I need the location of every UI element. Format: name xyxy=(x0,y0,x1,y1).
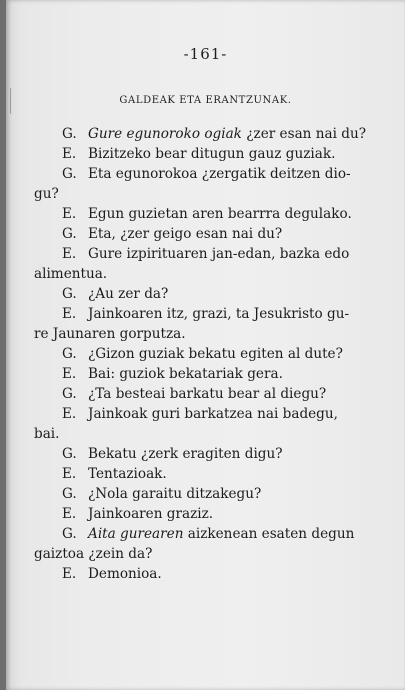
line-text: ¿zer esan nai du? xyxy=(241,126,367,142)
text-line xyxy=(62,224,282,244)
line-text: bai. xyxy=(34,426,60,442)
text-line xyxy=(62,524,354,544)
text-line-continuation xyxy=(34,324,186,344)
speaker-label: G. xyxy=(62,126,77,142)
line-text: Eta, ¿zer geigo esan nai du? xyxy=(88,226,283,242)
speaker-label: E. xyxy=(62,306,77,322)
speaker-label: E. xyxy=(62,146,77,162)
text-line-continuation xyxy=(34,424,59,444)
italic-phrase: Gure egunoroko ogiak xyxy=(88,126,242,142)
line-text: ¿Ta besteai barkatu bear al diegu? xyxy=(88,386,327,402)
line-text: ¿Gizon guziak bekatu egiten al dute? xyxy=(88,346,343,362)
speaker-label: G. xyxy=(62,386,77,402)
speaker-label: E. xyxy=(62,366,77,382)
text-line-continuation xyxy=(34,184,59,204)
line-text: Tentazioak. xyxy=(88,466,167,482)
text-line-continuation xyxy=(34,544,152,564)
line-text: gaiztoa ¿zein da? xyxy=(34,546,153,562)
line-text: alimentua. xyxy=(34,266,108,282)
line-text: ¿Au zer da? xyxy=(88,286,169,302)
line-text: Gure izpirituaren jan-edan, bazka edo xyxy=(88,246,350,262)
page-number: -161- xyxy=(183,45,228,63)
speaker-label: G. xyxy=(62,166,77,182)
line-text: Jainkoaren graziz. xyxy=(88,506,214,522)
text-line xyxy=(62,284,168,304)
speaker-label: G. xyxy=(62,346,77,362)
text-line-continuation xyxy=(34,264,107,284)
text-line xyxy=(62,484,261,504)
line-text: Bai: guziok bekatariak gera. xyxy=(88,366,283,382)
text-line xyxy=(62,144,335,164)
speaker-label: G. xyxy=(62,486,77,502)
line-text: Bekatu ¿zerk eragiten digu? xyxy=(88,446,283,462)
line-text: Eta egunorokoa ¿zergatik deitzen dio- xyxy=(88,166,351,182)
speaker-label: G. xyxy=(62,226,77,242)
text-line xyxy=(62,164,351,184)
speaker-label: E. xyxy=(62,566,77,582)
speaker-label: E. xyxy=(62,506,77,522)
text-line xyxy=(62,564,162,584)
line-text: Bizitzeko bear ditugun gauz guziak. xyxy=(88,146,336,162)
speaker-label: E. xyxy=(62,206,77,222)
line-text: Jainkoaren itz, grazi, ta Jesukristo gu- xyxy=(88,306,350,322)
text-line xyxy=(62,204,352,224)
text-line xyxy=(62,364,283,384)
speaker-label: E. xyxy=(62,406,77,422)
text-line xyxy=(62,404,338,424)
book-page xyxy=(6,0,405,690)
speaker-label: G. xyxy=(62,286,77,302)
speaker-label: G. xyxy=(62,526,77,542)
text-line xyxy=(62,344,343,364)
text-line xyxy=(62,244,349,264)
line-text: Demonioa. xyxy=(88,566,162,582)
line-text: ¿Nola garaitu ditzakegu? xyxy=(88,486,262,502)
text-line xyxy=(62,504,213,524)
text-line xyxy=(62,124,366,144)
line-text: re Jaunaren gorputza. xyxy=(34,326,186,342)
speaker-label: E. xyxy=(62,246,77,262)
running-head: GALDEAK ETA ERANTZUNAK. xyxy=(119,95,292,106)
text-line xyxy=(62,304,349,324)
speaker-label: G. xyxy=(62,446,77,462)
line-text: Jainkoak guri barkatzea nai badegu, xyxy=(88,406,338,422)
text-line xyxy=(62,384,326,404)
text-line xyxy=(62,464,167,484)
text-line xyxy=(62,444,283,464)
line-text: gu? xyxy=(34,186,59,202)
line-text: aizkenean esaten degun xyxy=(183,526,355,542)
italic-phrase: Aita gurearen xyxy=(88,526,184,542)
speaker-label: E. xyxy=(62,466,77,482)
line-text: Egun guzietan aren bearrra degulako. xyxy=(88,206,352,222)
